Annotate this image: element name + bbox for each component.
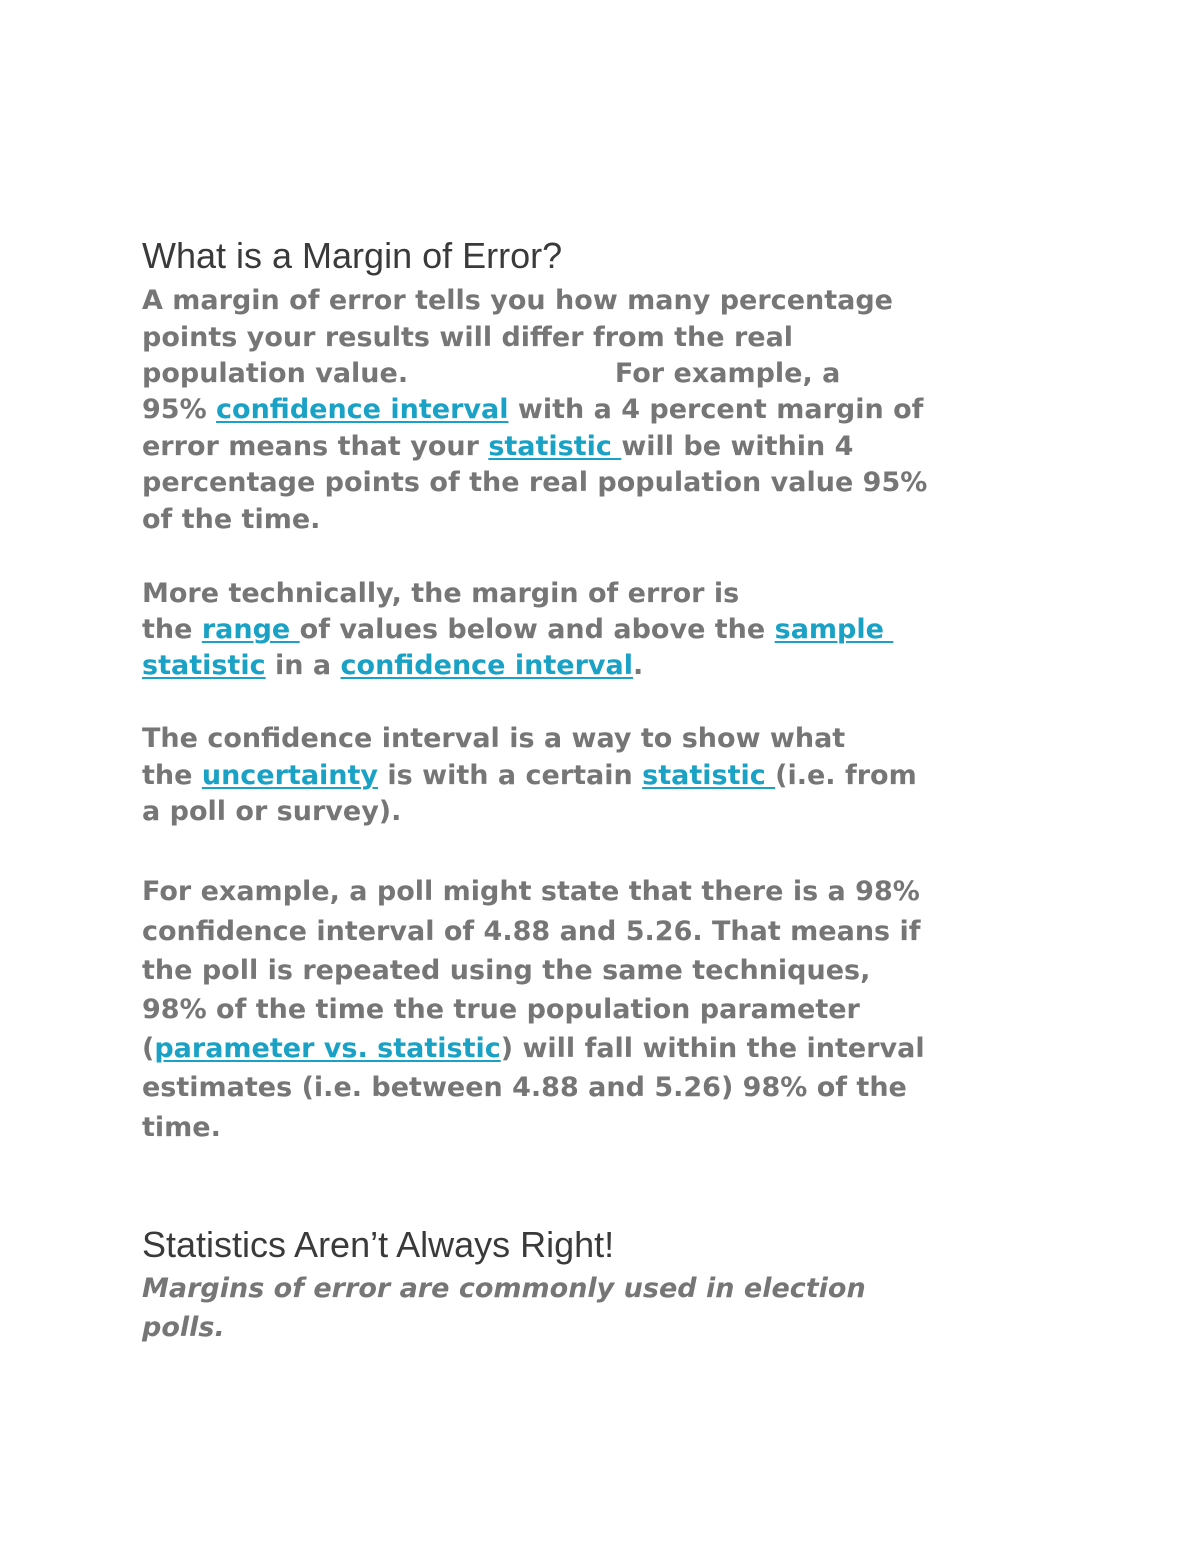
paragraph-line: population value. For example, a [142, 358, 841, 389]
link-confidence-interval[interactable]: confidence interval [340, 650, 633, 681]
paragraph-line [142, 1035, 925, 1062]
paragraph-line: a poll or survey). [142, 796, 402, 827]
text-run: ( [142, 1033, 155, 1064]
paragraph-line: The confidence interval is a way to show what [142, 723, 846, 754]
heading-statistics-not-always-right: Statistics Aren’t Always Right! [142, 1224, 615, 1265]
paragraph-line [142, 396, 923, 423]
link-statistic[interactable]: statistic [642, 760, 776, 791]
paragraph-line [142, 616, 893, 643]
paragraph-line: More technically, the margin of error is [142, 578, 740, 609]
paragraph-line: 98% of the time the true population parameter [142, 994, 860, 1025]
text-run: with a 4 percent margin of [508, 394, 924, 425]
text-run: error means that your [142, 431, 489, 462]
text-run: the [142, 614, 202, 645]
text-run: (i.e. from [775, 760, 917, 791]
paragraph-line [142, 433, 853, 460]
link-sample-statistic[interactable]: sample [774, 614, 894, 645]
paragraph-line: of the time. [142, 504, 321, 535]
text-run: is with a certain [378, 760, 643, 791]
paragraph-line: points your results will differ from the real [142, 322, 794, 353]
paragraph-line: For example, a poll might state that there is a 98% [142, 876, 920, 907]
paragraph-line: time. [142, 1112, 221, 1143]
text-run: 95% [142, 394, 217, 425]
text-run: of values below and above the [299, 614, 775, 645]
text-run: the [142, 760, 202, 791]
paragraph-line [142, 652, 643, 679]
link-sample-statistic[interactable]: statistic [142, 650, 266, 681]
link-range[interactable]: range [201, 614, 300, 645]
paragraph-line: polls. [142, 1312, 225, 1343]
paragraph-line: percentage points of the real population value 95% [142, 467, 928, 498]
paragraph-line: the poll is repeated using the same techniques, [142, 955, 871, 986]
text-run: will be within 4 [621, 431, 854, 462]
heading-margin-of-error: What is a Margin of Error? [142, 235, 563, 276]
paragraph-line: confidence interval of 4.88 and 5.26. That means if [142, 916, 921, 947]
paragraph-line: Margins of error are commonly used in election [142, 1273, 866, 1304]
link-confidence-interval[interactable]: confidence interval [216, 394, 509, 425]
paragraph-line: A margin of error tells you how many percentage [142, 285, 893, 316]
link-statistic[interactable]: statistic [488, 431, 622, 462]
text-run: in a [265, 650, 341, 681]
link-uncertainty[interactable]: uncertainty [201, 760, 379, 791]
text-run: ) will fall within the interval [500, 1033, 925, 1064]
link-parameter-vs-statistic[interactable]: parameter vs. statistic [154, 1033, 501, 1064]
paragraph-line: estimates (i.e. between 4.88 and 5.26) 98% of the [142, 1072, 907, 1103]
paragraph-line [142, 762, 917, 789]
text-run: . [632, 650, 644, 681]
